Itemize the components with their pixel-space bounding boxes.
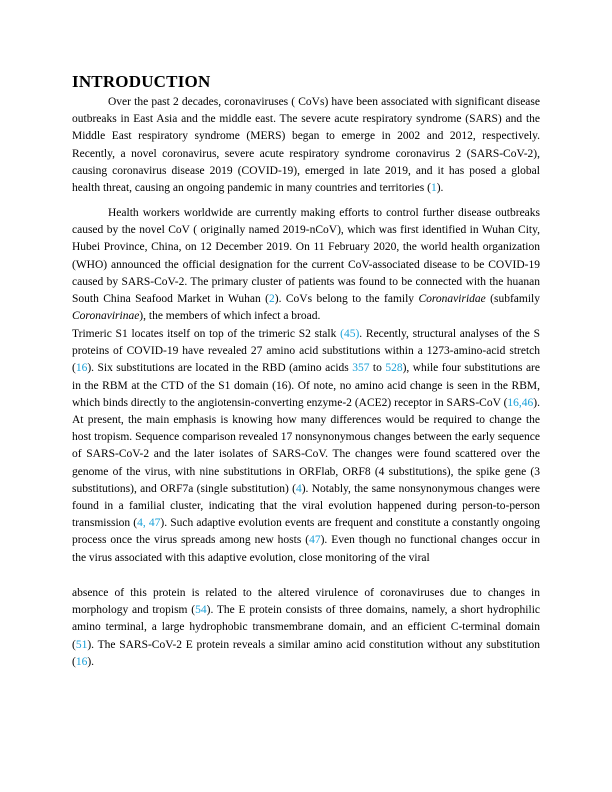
citation-link[interactable]: 51 — [75, 638, 88, 651]
italic-term: Coronaviridae — [418, 293, 486, 306]
citation-link[interactable]: (45) — [340, 328, 360, 340]
text: ). — [436, 182, 444, 195]
text: ), the members of which infect a broad. — [139, 310, 321, 323]
text: (subfamily — [485, 293, 540, 306]
text: Trimeric S1 locates itself on top of the trimeric S2 stalk — [72, 328, 341, 340]
document-page — [72, 72, 541, 668]
citation-link[interactable]: 16 — [75, 362, 88, 375]
citation-link[interactable]: 16 — [75, 655, 88, 668]
text: . Recently, structural analyses of the S proteins of COVID-19 have revealed 27 amino acid substitutions within a 1273-amino-acid stretch ( — [72, 328, 540, 375]
text: ). — [87, 655, 95, 668]
italic-term: Coronavirinae — [72, 310, 140, 323]
citation-link[interactable]: 16,46 — [507, 396, 534, 409]
citation-link[interactable]: 357 — [352, 362, 370, 375]
text: ). At present, the main emphasis is knowing how many differences would be required to change the host tropism. Sequence comparison revealed 17 nonsynonymous changes between the early sequence of SARS-CoV-2 and the later isolates of SARS-CoV. The changes were found scattered over the genome of the virus, with nine substitutions in ORFlab, ORF8 (4 substitutions), the spike gene (3 substitutions), and ORF7a (single substitution) ( — [72, 396, 540, 495]
text: ). Such adaptive evolution events are frequent and constitute a constantly ongoing process once the virus spreads among new hosts ( — [72, 517, 541, 547]
paragraph-1 — [72, 94, 540, 197]
text: ). The E protein consists of three domains, namely, a short hydrophilic amino terminal, a large hydrophobic transmembrane domain, and an efficient C-terminal domain ( — [72, 604, 540, 651]
citation-link[interactable]: 4 — [295, 482, 302, 495]
text: ). The SARS-CoV-2 E protein reveals a similar amino acid constitution without any substitution ( — [72, 638, 540, 668]
citation-link[interactable]: 47 — [309, 534, 321, 547]
paragraph-2 — [72, 205, 540, 325]
citation-link[interactable]: 1 — [430, 182, 437, 195]
text: ), while four substitutions are in the RBM at the CTD of the S1 domain (16). Of note, no amino acid change is seen in the RBM, which binds directly to the angiotensin-converting enzyme-2 (ACE2) receptor in SARS-CoV ( — [72, 362, 540, 409]
text: to — [369, 362, 386, 375]
text: Over the past 2 decades, coronaviruses ( CoVs) have been associated with significant disease outbreaks in East Asia and the middle east. The severe acute respiratory syndrome (SARS) and the Middle East respiratory syndrome (MERS) began to emerge in 2002 and 2012, respectively. Recently, a novel coronavirus, severe acute respiratory syndrome coronavirus 2 (SARS-CoV-2), causing coronavirus disease 2019 (COVID-19), emerged in late 2019, and it has posed a global health threat, causing an ongoing pandemic in many countries and territories ( — [72, 96, 540, 195]
section-heading: INTRODUCTION — [72, 72, 211, 91]
paragraph-3 — [72, 326, 540, 567]
text: ). Notably, the same nonsynonymous changes were found in a familial cluster, indicating that the viral evolution happened during person-to-person transmission ( — [72, 482, 540, 530]
text: ). Even though no functional changes occur in the virus associated with this adaptive evolution, close monitoring of the viral — [72, 534, 540, 564]
text: ). CoVs belong to the family — [274, 293, 419, 306]
citation-link[interactable]: 54 — [195, 604, 207, 617]
text: absence of this protein is related to the altered virulence of coronaviruses due to changes in morphology and tropism ( — [72, 587, 540, 617]
text: ). Six substitutions are located in the RBD (amino acids — [87, 362, 353, 375]
citation-link[interactable]: 528 — [385, 362, 403, 375]
citation-link[interactable]: 2 — [269, 293, 275, 306]
text: Health workers worldwide are currently making efforts to control further disease outbreaks caused by the novel CoV ( originally named 2019-nCoV), which was first identified in Wuhan City, Hubei Province, China, on 12 December 2019. On 11 February 2020, the world health organization (WHO) announced the official designation for the current CoV-associated disease to be COVID-19 caused by SARS-CoV-2. The primary cluster of patients was found to be connected with the huanan South China Seafood Market in Wuhan ( — [72, 207, 540, 306]
citation-link[interactable]: 4, 47 — [137, 517, 161, 530]
paragraph-4 — [72, 585, 540, 671]
